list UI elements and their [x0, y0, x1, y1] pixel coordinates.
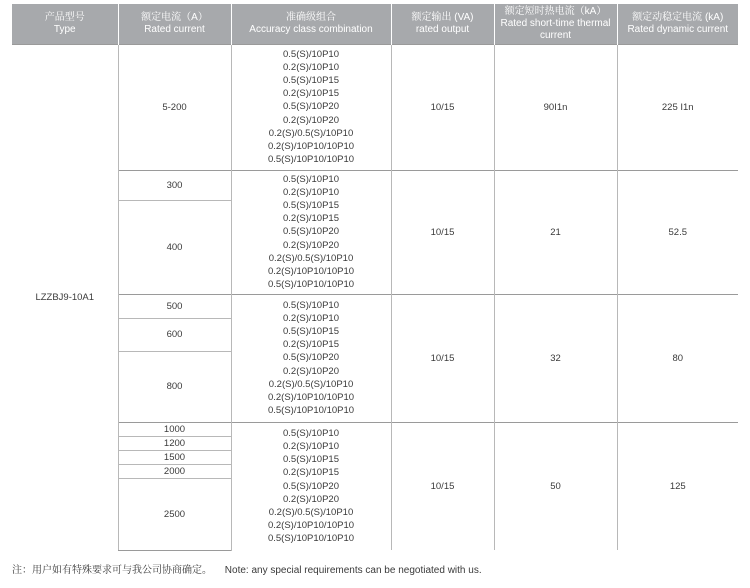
rated-current-cell: 600 — [118, 318, 231, 351]
accuracy-combo-line: 0.2(S)/10P20 — [283, 493, 339, 505]
footnote-zh: 注：用户如有特殊要求可与我公司协商确定。 — [12, 565, 212, 576]
rated-current-cell: 400 — [118, 200, 231, 294]
rated-current-cell: 1000 — [118, 422, 231, 436]
accuracy-combo-line: 0.2(S)/10P15 — [283, 88, 339, 100]
header-type: 产品型号 Type — [12, 4, 118, 44]
footnote-en: Note: any special requirements can be negotiated with us. — [224, 565, 482, 576]
dynamic-current-cell: 52.5 — [617, 170, 738, 294]
accuracy-combo-line: 0.5(S)/10P15 — [283, 199, 339, 211]
table-row — [12, 170, 738, 200]
accuracy-combo-line: 0.5(S)/10P15 — [283, 325, 339, 337]
header-rated-current: 额定电流（A） Rated current — [118, 4, 231, 44]
dynamic-current-cell: 80 — [617, 294, 738, 422]
accuracy-combo-line: 0.2(S)/10P10 — [283, 441, 339, 453]
accuracy-combo-line: 0.2(S)/10P20 — [283, 114, 339, 126]
rated-output-cell: 10/15 — [391, 422, 494, 550]
rated-output-cell: 10/15 — [391, 44, 494, 170]
accuracy-combo-cell — [231, 44, 391, 170]
footnote — [12, 561, 492, 576]
rated-current-cell: 300 — [118, 170, 231, 200]
dynamic-current-cell: 125 — [617, 422, 738, 550]
accuracy-combo-line: 0.2(S)/10P10 — [283, 312, 339, 324]
accuracy-combo-line: 0.5(S)/10P20 — [283, 101, 339, 113]
thermal-current-cell: 50 — [494, 422, 617, 550]
accuracy-combo-line: 0.2(S)/10P15 — [283, 339, 339, 351]
rated-current-cell: 800 — [118, 351, 231, 422]
header-row — [12, 4, 738, 44]
accuracy-combo-line: 0.5(S)/10P15 — [283, 74, 339, 86]
table-row — [12, 422, 738, 436]
thermal-current-cell: 90I1n — [494, 44, 617, 170]
accuracy-combo-line: 0.5(S)/10P10/10P10 — [267, 279, 355, 291]
rated-current-cell: 500 — [118, 294, 231, 318]
accuracy-combo-line: 0.2(S)/10P20 — [283, 239, 339, 251]
thermal-current-cell: 32 — [494, 294, 617, 422]
accuracy-combo-line: 0.5(S)/10P20 — [283, 352, 339, 364]
rated-current-cell: 5-200 — [118, 44, 231, 170]
header-thermal-current: 额定短时热电流（kA） Rated short-time thermal current — [494, 4, 617, 44]
accuracy-combo-line: 0.2(S)/10P20 — [283, 365, 339, 377]
rated-current-cell: 2000 — [118, 464, 231, 478]
accuracy-combo-line: 0.2(S)/0.5(S)/10P10 — [268, 127, 354, 139]
header-rated-output: 额定输出 (VA) rated output — [391, 4, 494, 44]
accuracy-combo-line: 0.5(S)/10P10 — [283, 173, 339, 185]
accuracy-combo-line: 0.2(S)/10P10 — [283, 186, 339, 198]
accuracy-combo-line: 0.2(S)/10P10/10P10 — [267, 266, 355, 277]
dynamic-current-cell: 225 I1n — [617, 44, 738, 170]
accuracy-combo-line: 0.2(S)/10P10/10P10 — [267, 520, 355, 532]
type-cell: LZZBJ9-10A1 — [12, 44, 118, 550]
rated-current-cell: 1500 — [118, 450, 231, 464]
accuracy-combo-line: 0.5(S)/10P20 — [283, 226, 339, 238]
accuracy-combo-line: 0.2(S)/10P10 — [283, 61, 339, 73]
accuracy-combo-line: 0.5(S)/10P10 — [283, 299, 339, 311]
accuracy-combo-line: 0.2(S)/10P15 — [283, 213, 339, 225]
accuracy-combo-line: 0.2(S)/0.5(S)/10P10 — [268, 378, 354, 390]
accuracy-combo-line: 0.5(S)/10P10/10P10 — [267, 405, 355, 417]
accuracy-combo-line: 0.2(S)/0.5(S)/10P10 — [268, 507, 354, 519]
accuracy-combo-cell — [231, 170, 391, 294]
spec-table — [12, 4, 738, 551]
accuracy-combo-line: 0.5(S)/10P10/10P10 — [267, 154, 355, 166]
header-dynamic-current: 额定动稳定电流 (kA) Rated dynamic current — [617, 4, 738, 44]
accuracy-combo-line: 0.5(S)/10P10/10P10 — [267, 533, 355, 545]
thermal-current-cell: 21 — [494, 170, 617, 294]
accuracy-combo-line: 0.5(S)/10P10 — [283, 48, 339, 60]
header-accuracy-class: 准确级组合 Accuracy class combination — [231, 4, 391, 44]
accuracy-combo-line: 0.5(S)/10P20 — [283, 480, 339, 492]
accuracy-combo-cell — [231, 294, 391, 422]
rated-output-cell: 10/15 — [391, 294, 494, 422]
accuracy-combo-cell — [231, 422, 391, 550]
accuracy-combo-line: 0.5(S)/10P15 — [283, 454, 339, 466]
rated-current-cell: 1200 — [118, 436, 231, 450]
accuracy-combo-line: 0.5(S)/10P10 — [283, 427, 339, 439]
accuracy-combo-line: 0.2(S)/10P10/10P10 — [267, 141, 355, 152]
table-row — [12, 44, 738, 170]
rated-current-cell: 2500 — [118, 478, 231, 550]
accuracy-combo-line: 0.2(S)/10P10/10P10 — [267, 392, 355, 403]
accuracy-combo-line: 0.2(S)/10P15 — [283, 467, 339, 479]
rated-output-cell: 10/15 — [391, 170, 494, 294]
accuracy-combo-line: 0.2(S)/0.5(S)/10P10 — [268, 252, 354, 264]
table-row — [12, 294, 738, 318]
